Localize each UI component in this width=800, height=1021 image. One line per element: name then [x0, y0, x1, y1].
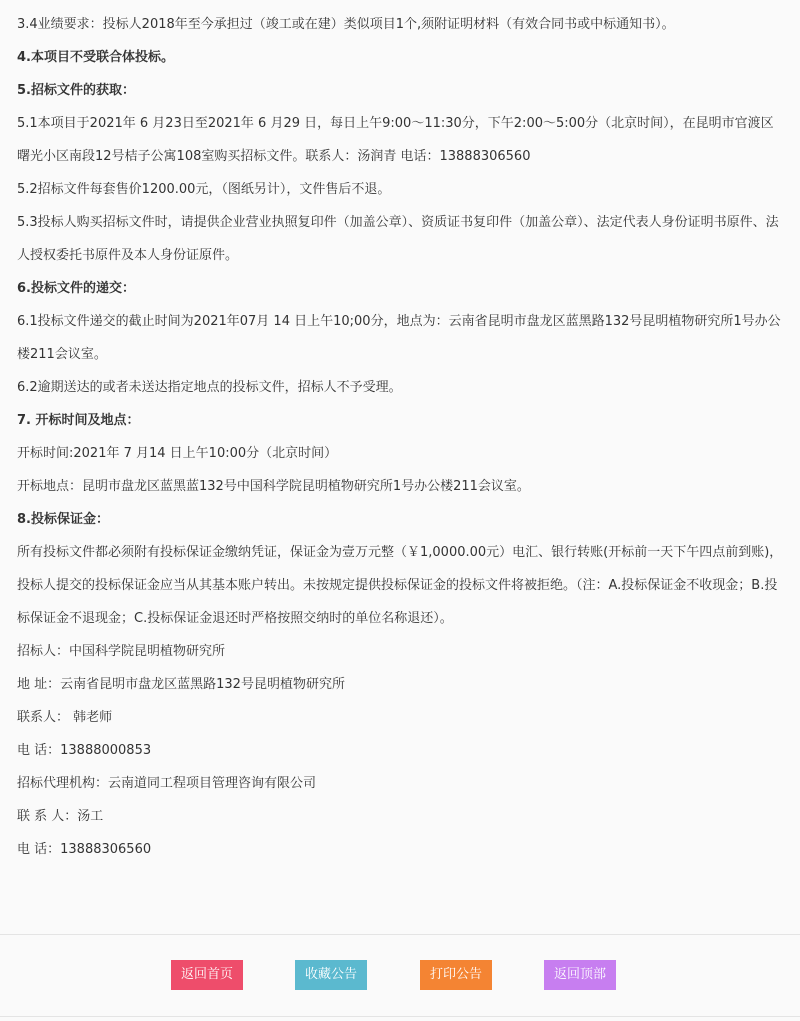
paragraph-tenderer-address: 地 址：云南省昆明市盘龙区蓝黑路132号昆明植物研究所 — [17, 677, 345, 692]
paragraph-purchase-materials: 5.3投标人购买招标文件时，请提供企业营业执照复印件（加盖公章）、资质证书复印件（加盖公章）、法定代表人身份证明书原件、法人授权委托书原件及本人身份证原件。 — [17, 215, 779, 263]
paragraph-opening-place: 开标地点：昆明市盘龙区蓝黑蓝132号中国科学院昆明植物研究所1号办公楼211会议室。 — [17, 479, 530, 494]
paragraph-submission-deadline: 6.1投标文件递交的截止时间为2021年07月 14 日上午10;00分，地点为：云南省昆明市盘龙区蓝黑路132号昆明植物研究所1号办公楼211会议室。 — [17, 314, 781, 362]
paragraph-agency-phone: 电 话：13888306560 — [17, 842, 152, 857]
paragraph-agency: 招标代理机构：云南道同工程项目管理咨询有限公司 — [17, 776, 317, 791]
footer-divider — [0, 934, 800, 935]
action-bar — [0, 960, 800, 990]
paragraph-opening-time: 开标时间:2021年 7 月14 日上午10:00分（北京时间） — [17, 446, 338, 461]
paragraph-tenderer: 招标人：中国科学院昆明植物研究所 — [17, 644, 226, 659]
paragraph-late-submission: 6.2逾期送达的或者未送达指定地点的投标文件，招标人不予受理。 — [17, 380, 402, 395]
heading-bid-bond: 8.投标保证金： — [17, 512, 109, 527]
paragraph-obtain-time-place: 5.1本项目于2021年 6 月23日至2021年 6 月29 日，每日上午9:00～11:30分，下午2:00～5:00分（北京时间），在昆明市官渡区曙光小区南段12号桔子公寓108室购买招标文件。联系人：汤润青 电话：13888306560 — [17, 116, 774, 164]
paragraph-tenderer-phone: 电 话：13888000853 — [17, 743, 152, 758]
heading-bid-submission: 6.投标文件的递交： — [17, 281, 135, 296]
print-notice-button[interactable]: 打印公告 — [420, 960, 492, 990]
notice-body — [17, 8, 783, 866]
paragraph-performance-requirement: 3.4业绩要求：投标人2018年至今承担过（竣工或在建）类似项目1个,须附证明材料（有效合同书或中标通知书）。 — [17, 17, 675, 32]
heading-no-consortium: 4.本项目不受联合体投标。 — [17, 50, 174, 65]
paragraph-document-price: 5.2招标文件每套售价1200.00元，（图纸另计），文件售后不退。 — [17, 182, 391, 197]
heading-obtain-documents: 5.招标文件的获取： — [17, 83, 135, 98]
paragraph-agency-contact: 联 系 人：汤工 — [17, 809, 104, 824]
paragraph-bid-bond-details: 所有投标文件都必须附有投标保证金缴纳凭证，保证金为壹万元整（￥1,0000.00元）电汇、银行转账(开标前一天下午四点前到账)，投标人提交的投标保证金应当从其基本账户转出。未按规定提供投标保证金的投标文件将被拒绝。（注：A.投标保证金不收现金；B.投标保证金不退现金；C.投标保证金退还时严格按照交纳时的单位名称退还）。 — [17, 545, 783, 626]
paragraph-tenderer-contact: 联系人： 韩老师 — [17, 710, 113, 725]
back-home-button[interactable]: 返回首页 — [171, 960, 243, 990]
favorite-notice-button[interactable]: 收藏公告 — [295, 960, 367, 990]
heading-opening-time-place: 7. 开标时间及地点： — [17, 413, 140, 428]
back-to-top-button[interactable]: 返回顶部 — [544, 960, 616, 990]
bottom-divider — [0, 1016, 800, 1017]
